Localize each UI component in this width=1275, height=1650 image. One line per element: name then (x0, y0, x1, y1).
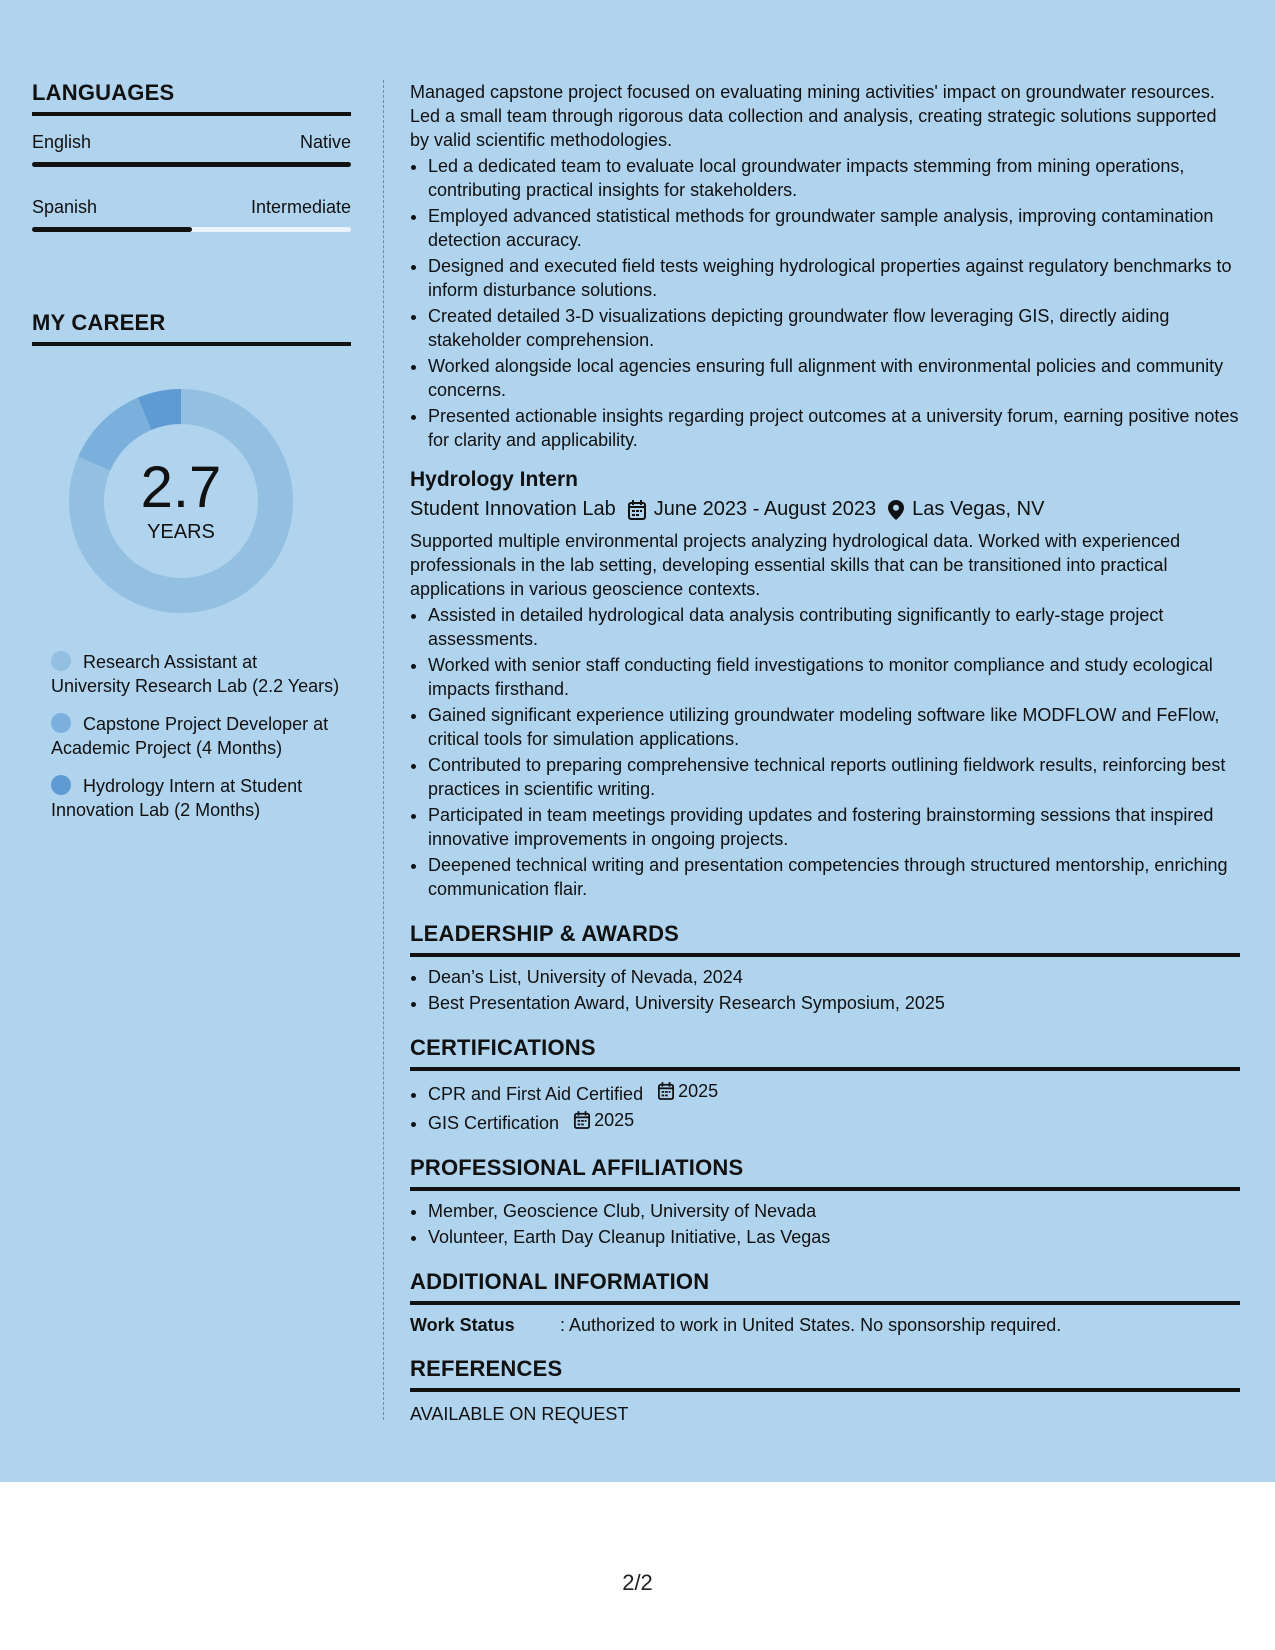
language-name: English (32, 132, 92, 152)
certifications-list (410, 1079, 1240, 1135)
language-level: Native (299, 132, 351, 152)
bullet-item: • Participated in team meetings providing updates and fostering brainstorming sessions that inspired innovative improvements in ongoing projects. (428, 803, 1240, 851)
work-status-label: Work Status (410, 1315, 515, 1335)
language-proficiency-bar (32, 227, 351, 232)
career-total-years: 2.7 (140, 454, 222, 520)
bullet-item: • Assisted in detailed hydrological data analysis contributing significantly to early-stage project assessments. (428, 603, 1240, 651)
legend-dot-icon (51, 713, 71, 733)
intern-summary: Supported multiple environmental projects analyzing hydrological data. Worked with experienced professionals in the lab setting, developing essential skills that can be transitioned into practical applications in various geoscience contexts. (410, 531, 1181, 599)
intern-bullets (410, 603, 1240, 901)
career-legend-item (51, 774, 341, 822)
job-company: Student Innovation Lab (410, 498, 616, 520)
languages-heading: LANGUAGES (32, 80, 351, 116)
affiliations-section (410, 1155, 1240, 1249)
additional-info-section (410, 1269, 1240, 1336)
bullet-item: • Gained significant experience utilizing groundwater modeling software like MODFLOW and FeFlow, critical tools for simulation applications. (428, 703, 1240, 751)
award-item: • Best Presentation Award, University Research Symposium, 2025 (428, 991, 1240, 1015)
legend-label: Research Assistant at University Research Lab (2.2 Years) (51, 652, 340, 696)
affiliations-list (410, 1199, 1240, 1249)
certification-name: CPR and First Aid Certified (428, 1084, 644, 1104)
legend-label: Capstone Project Developer at Academic Project (4 Months) (51, 714, 329, 758)
job-dates: June 2023 - August 2023 (653, 498, 877, 520)
bullet-item: • Created detailed 3-D visualizations depicting groundwater flow leveraging GIS, directly aiding stakeholder comprehension. (428, 304, 1240, 352)
bullet-item: • Contributed to preparing comprehensive technical reports outlining fieldwork results, reinforcing best practices in scientific writing. (428, 753, 1240, 801)
job-location: Las Vegas, NV (912, 498, 1045, 520)
certification-date (658, 1079, 718, 1103)
certification-year: 2025 (594, 1110, 635, 1130)
work-status-value: : Authorized to work in United States. No sponsorship required. (560, 1315, 1062, 1335)
certifications-section (410, 1035, 1240, 1135)
career-heading: MY CAREER (32, 310, 351, 346)
language-proficiency-bar (32, 162, 351, 167)
affiliation-item: • Volunteer, Earth Day Cleanup Initiative, Las Vegas (428, 1225, 1240, 1249)
career-donut-center (66, 386, 296, 616)
job-title: Hydrology Intern (410, 468, 579, 491)
language-name: Spanish (32, 197, 98, 217)
career-total-unit: YEARS (147, 520, 215, 543)
additional-info-heading: ADDITIONAL INFORMATION (410, 1269, 1240, 1305)
calendar-icon (658, 1082, 674, 1100)
award-item: • Dean’s List, University of Nevada, 2024 (428, 965, 1240, 989)
legend-dot-icon (51, 651, 71, 671)
capstone-summary: Managed capstone project focused on evaluating mining activities' impact on groundwater resources. Led a small team through rigorous data collection and analysis, creating strategic solutions supported by valid scientific methodologies. (410, 82, 1217, 150)
column-divider (383, 80, 384, 1420)
capstone-bullets (410, 154, 1240, 452)
references-text: AVAILABLE ON REQUEST (410, 1404, 629, 1424)
awards-section (410, 921, 1240, 1015)
bullet-item: • Employed advanced statistical methods for groundwater sample analysis, improving contamination detection accuracy. (428, 204, 1240, 252)
bullet-item: • Worked alongside local agencies ensuring full alignment with environmental policies and community concerns. (428, 354, 1240, 402)
bullet-item: • Deepened technical writing and presentation competencies through structured mentorship, enriching communication flair. (428, 853, 1240, 901)
awards-list (410, 965, 1240, 1015)
certification-item (428, 1108, 1240, 1135)
career-legend-item (51, 712, 341, 760)
affiliations-heading: PROFESSIONAL AFFILIATIONS (410, 1155, 1240, 1191)
certification-year: 2025 (678, 1081, 719, 1101)
references-heading: REFERENCES (410, 1356, 1240, 1392)
references-section (410, 1356, 1240, 1425)
language-level: Intermediate (250, 197, 351, 217)
bullet-item: • Presented actionable insights regarding project outcomes at a university forum, earning positive notes for clarity and applicability. (428, 404, 1240, 452)
calendar-icon (628, 500, 646, 520)
awards-heading: LEADERSHIP & AWARDS (410, 921, 1240, 957)
legend-dot-icon (51, 775, 71, 795)
work-status-row (410, 1315, 1240, 1336)
location-pin-icon (888, 500, 904, 520)
calendar-icon (574, 1111, 590, 1129)
career-legend-item (51, 650, 341, 698)
bullet-item: • Led a dedicated team to evaluate local groundwater impacts stemming from mining operations, contributing practical insights for stakeholders. (428, 154, 1240, 202)
right-column (410, 80, 1240, 1425)
legend-label: Hydrology Intern at Student Innovation Lab (2 Months) (51, 776, 303, 820)
job-meta (410, 498, 1240, 521)
page-number: 2/2 (622, 1570, 653, 1595)
career-donut-chart (66, 386, 296, 616)
affiliation-item: • Member, Geoscience Club, University of Nevada (428, 1199, 1240, 1223)
language-proficiency-fill (32, 227, 192, 232)
language-item (32, 197, 351, 232)
certifications-heading: CERTIFICATIONS (410, 1035, 1240, 1071)
bullet-item: • Worked with senior staff conducting field investigations to monitor compliance and study ecological impacts firsthand. (428, 653, 1240, 701)
certification-item (428, 1079, 1240, 1106)
certification-date (574, 1108, 634, 1132)
career-legend (32, 650, 351, 822)
language-proficiency-fill (32, 162, 351, 167)
language-item (32, 132, 351, 167)
bullet-item: • Designed and executed field tests weighing hydrological properties against regulatory benchmarks to inform disturbance solutions. (428, 254, 1240, 302)
certification-name: GIS Certification (428, 1113, 560, 1133)
left-column (32, 80, 351, 836)
